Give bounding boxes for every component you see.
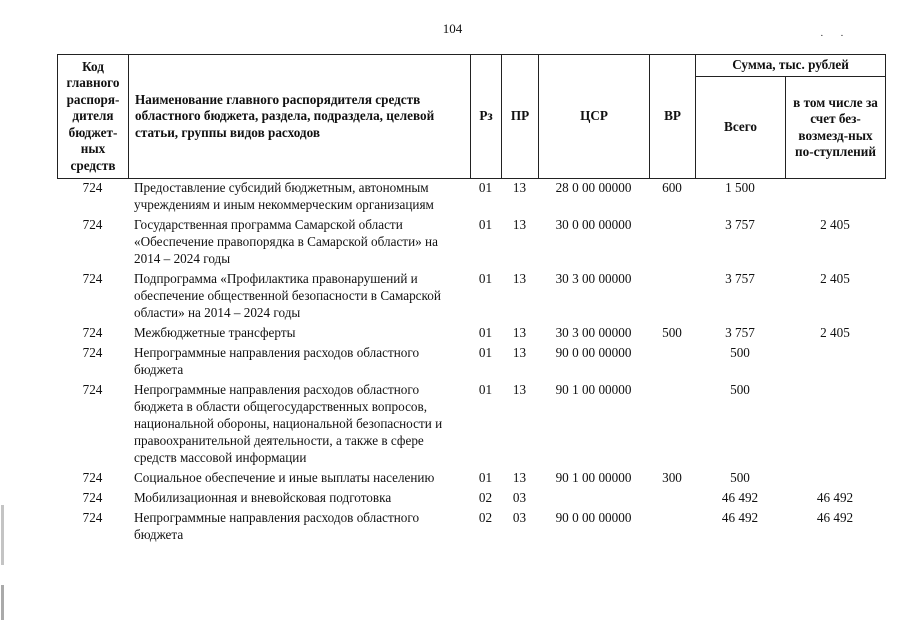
cell-code: 724 [82,470,103,485]
header-total: Всего [696,77,786,179]
table-row [57,216,885,270]
table-header [57,54,886,179]
cell-csr [538,489,649,509]
header-incl: в том числе за счет без-возмезд-ных по-ступлений [786,77,886,179]
cell-incl [785,469,885,489]
header-csr: ЦСР [539,55,650,179]
cell-name: Государственная программа Самарской области «Обеспечение правопорядка в Самарской области» на 2014 – 2024 годы [134,217,438,266]
header-name: Наименование главного распорядителя средств областного бюджета, раздела, подраздела, целевой статьи, группы видов расходов [129,55,471,179]
cell-name: Предоставление субсидий бюджетным, автономным учреждениям и иным некоммерческим организациям [134,180,434,212]
header-rz: Рз [471,55,502,179]
cell-vr [649,216,695,270]
cell-vr [649,344,695,381]
cell-vr: 500 [662,325,682,340]
cell-csr: 90 1 00 00000 [555,470,632,485]
cell-vr [649,489,695,509]
table-row [57,469,885,489]
cell-incl [785,344,885,381]
cell-name: Непрограммные направления расходов областного бюджета [134,510,420,542]
table-row [57,179,885,216]
cell-code: 724 [82,180,103,195]
cell-code: 724 [82,345,103,360]
scan-specks: · · [820,30,844,42]
cell-name: Межбюджетные трансферты [134,325,296,340]
table-row [57,381,885,469]
cell-rz: 01 [478,180,493,195]
cell-pr: 03 [512,490,527,505]
cell-code: 724 [82,325,103,340]
cell-csr: 30 3 00 00000 [555,325,632,340]
cell-vr [649,270,695,324]
cell-total: 46 492 [721,510,759,525]
scan-edge-mark [1,505,4,565]
cell-total: 500 [730,470,750,485]
cell-vr: 300 [662,470,682,485]
cell-rz: 01 [478,382,493,397]
cell-incl [785,381,885,469]
header-code: Код главного распоря-дителя бюджет-ных средств [58,55,129,179]
cell-code: 724 [82,271,103,286]
cell-code: 724 [82,510,103,525]
cell-csr: 90 0 00 00000 [555,510,632,525]
cell-name: Мобилизационная и вневойсковая подготовка [134,490,392,505]
cell-pr: 13 [512,470,527,485]
cell-incl: 2 405 [820,217,850,232]
cell-total: 500 [730,345,750,360]
cell-csr: 90 1 00 00000 [555,382,632,397]
cell-code: 724 [82,382,103,397]
cell-rz: 01 [478,345,493,360]
cell-total: 3 757 [725,325,755,340]
header-pr: ПР [502,55,539,179]
cell-rz: 01 [478,271,493,286]
header-sum: Сумма, тыс. рублей [696,55,886,77]
cell-pr: 13 [512,180,527,195]
cell-name: Непрограммные направления расходов областного бюджета в области общегосударственных вопросов, национальной обороны, национальной безопасности и правоохранительной деятельности, а также в сфере средств массовой информации [134,382,443,465]
header-vr: ВР [650,55,696,179]
table-row [57,270,885,324]
cell-rz: 01 [478,325,493,340]
cell-total: 3 757 [725,217,755,232]
cell-total: 3 757 [725,271,755,286]
page-number: 104 [442,21,463,36]
cell-pr: 13 [512,217,527,232]
cell-pr: 13 [512,382,527,397]
cell-incl: 46 492 [816,490,854,505]
table-row [57,324,885,344]
cell-pr: 13 [512,325,527,340]
table-row [57,489,885,509]
cell-total: 1 500 [725,180,755,195]
cell-code: 724 [82,217,103,232]
cell-incl: 2 405 [820,271,850,286]
scan-edge-mark [1,585,4,620]
table-row [57,344,885,381]
cell-csr: 30 0 00 00000 [555,217,632,232]
cell-pr: 13 [512,271,527,286]
cell-pr: 13 [512,345,527,360]
cell-rz: 01 [478,217,493,232]
cell-vr [649,381,695,469]
cell-csr: 90 0 00 00000 [555,345,632,360]
cell-vr [649,509,695,546]
cell-name: Подпрограмма «Профилактика правонарушений и обеспечение общественной безопасности в Самарской области» на 2014 – 2024 годы [134,271,441,320]
cell-rz: 02 [478,490,493,505]
table-body [57,179,885,546]
cell-total: 46 492 [721,490,759,505]
cell-name: Непрограммные направления расходов областного бюджета [134,345,420,377]
cell-incl: 2 405 [820,325,850,340]
cell-incl [785,179,885,216]
cell-pr: 03 [512,510,527,525]
cell-vr: 600 [662,180,682,195]
table-row [57,509,885,546]
cell-name: Социальное обеспечение и иные выплаты населению [134,470,435,485]
cell-incl: 46 492 [816,510,854,525]
cell-csr: 30 3 00 00000 [555,271,632,286]
cell-csr: 28 0 00 00000 [555,180,632,195]
cell-rz: 02 [478,510,493,525]
cell-total: 500 [730,382,750,397]
cell-code: 724 [82,490,103,505]
cell-rz: 01 [478,470,493,485]
